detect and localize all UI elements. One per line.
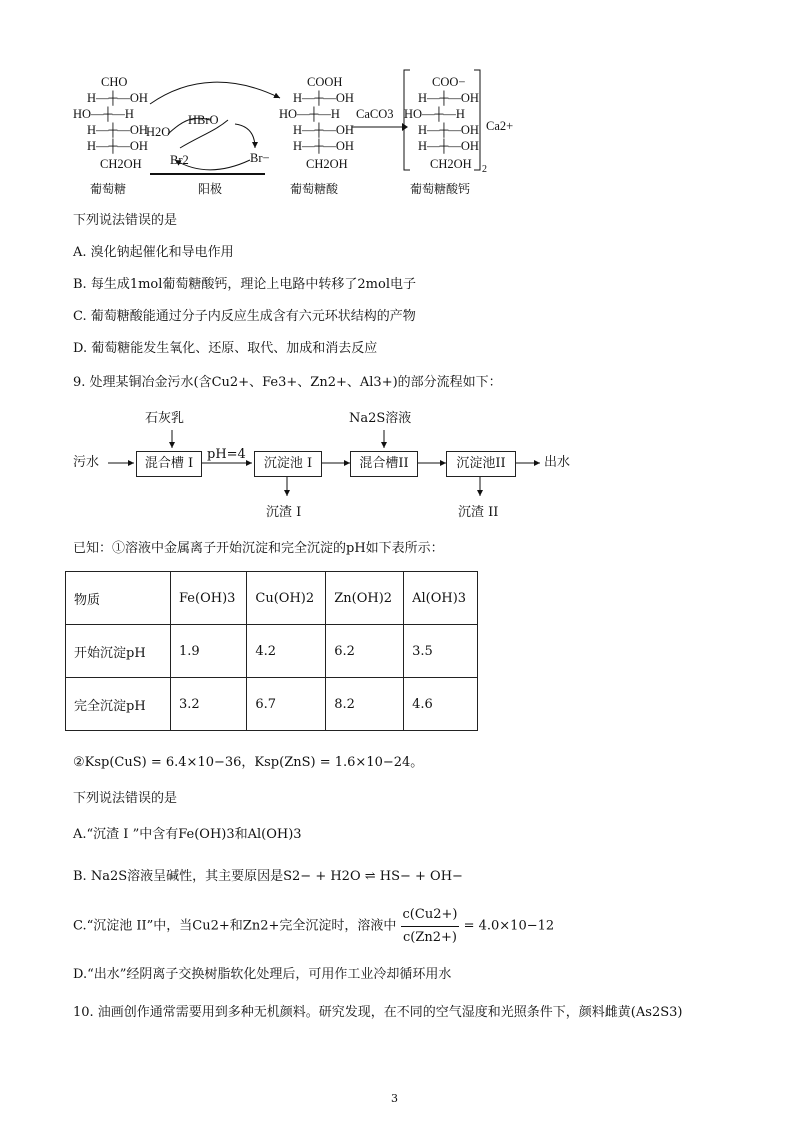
glucose-bottom: CH2OH — [100, 157, 142, 171]
gluconic-row-4: H—┼—OH — [293, 139, 354, 153]
q9-option-c-prefix: C.“沉淀池 II”中，当Cu2+和Zn2+完全沉淀时，溶液中 — [73, 918, 397, 934]
q9-ion-2: Fe3+ — [262, 375, 298, 390]
gluconic-top: COOH — [307, 75, 343, 89]
q9-ion-3: Zn2+ — [310, 375, 347, 390]
flow-residue-1: 沉渣 I — [266, 505, 302, 520]
q8-stem: 下列说法错误的是 — [73, 213, 178, 228]
glucose-row-3: H—┼—OH — [87, 123, 148, 137]
table-cell: 1.9 — [171, 625, 247, 678]
table-header-cell: 物质 — [66, 572, 171, 625]
glucose-top: CHO — [101, 75, 128, 89]
q8-option-d: D. 葡萄糖能发生氧化、还原、取代、加成和消去反应 — [73, 341, 378, 356]
table-row — [66, 625, 478, 678]
table-cell: 开始沉淀pH — [66, 625, 171, 678]
table-cell: 4.2 — [247, 625, 326, 678]
flow-tank-1: 混合槽 I — [136, 451, 202, 477]
flow-residue-2: 沉渣 II — [458, 505, 499, 520]
glucose-row-4: H—┼—OH — [87, 139, 148, 153]
hbro-label: HBrO — [188, 113, 219, 127]
q9-known-2: ②Ksp(CuS) = 6.4×10−36，Ksp(ZnS) = 1.6×10−24。 — [73, 755, 424, 770]
caco3-label: CaCO3 — [356, 107, 394, 121]
ratio-denominator: c(Zn2+) — [402, 930, 457, 945]
h2o-label: H2O — [146, 125, 171, 139]
flow-output: 出水 — [544, 455, 571, 470]
gluconic-caption: 葡萄糖酸 — [290, 182, 339, 196]
q8-option-c: C. 葡萄糖酸能通过分子内反应生成含有六元环状结构的产物 — [73, 309, 416, 324]
q9-stem-2: 下列说法错误的是 — [73, 791, 178, 806]
calcium-gluconate-row-4: H—┼—OH — [418, 139, 479, 153]
table-header-cell: Zn(OH)2 — [326, 572, 404, 625]
q9-known-1: 已知：①溶液中金属离子开始沉淀和完全沉淀的pH如下表所示： — [73, 541, 444, 556]
q9-stem: 9. 处理某铜冶金污水(含Cu2+、Fe3+、Zn2+、Al3+)的部分流程如下： — [73, 375, 502, 390]
q10-stem: 10. 油画创作通常需要用到多种无机颜料。研究发现，在不同的空气湿度和光照条件下，颜料雌黄(As2S3) — [73, 1005, 683, 1020]
q9-stem-suffix: )的部分流程如下： — [392, 375, 502, 390]
q9-ion-4: Al3+ — [359, 375, 393, 390]
precipitation-ph-table — [65, 571, 478, 731]
calcium-gluconate-caption: 葡萄糖酸钙 — [410, 182, 471, 196]
gluconic-row-1: H—┼—OH — [293, 91, 354, 105]
q8-option-a: A. 溴化钠起催化和导电作用 — [73, 245, 234, 260]
table-cell: 6.7 — [247, 678, 326, 731]
flow-tank-2: 混合槽II — [350, 451, 418, 477]
table-header-cell: Al(OH)3 — [404, 572, 478, 625]
table-header-cell: Fe(OH)3 — [171, 572, 247, 625]
calcium-gluconate-row-1: H—┼—OH — [418, 91, 479, 105]
table-cell: 6.2 — [326, 625, 404, 678]
table-cell: 完全沉淀pH — [66, 678, 171, 731]
flow-ph-label: pH=4 — [207, 447, 246, 462]
flow-reagent-1: 石灰乳 — [145, 411, 185, 426]
table-cell: 8.2 — [326, 678, 404, 731]
q9-option-c-value: = 4.0×10−12 — [463, 918, 555, 934]
glucose-caption: 葡萄糖 — [90, 182, 127, 196]
table-cell: 3.5 — [404, 625, 478, 678]
reaction-arrow — [350, 122, 410, 132]
concentration-ratio — [401, 904, 460, 949]
table-header-row — [66, 572, 478, 625]
br-minus-label: Br− — [250, 151, 270, 165]
calcium-cation: Ca2+ — [486, 119, 514, 133]
anode-caption: 阳极 — [198, 182, 223, 196]
br2-label: Br2 — [170, 153, 189, 167]
calcium-gluconate-row-3: H—┼—OH — [418, 123, 479, 137]
table-row — [66, 678, 478, 731]
ratio-numerator: c(Cu2+) — [401, 904, 460, 927]
q8-option-b: B. 每生成1mol葡萄糖酸钙，理论上电路中转移了2mol电子 — [73, 277, 416, 292]
glucose-row-1: H—┼—OH — [87, 91, 148, 105]
calcium-gluconate-bottom: CH2OH — [430, 157, 472, 171]
glucose-row-2: HO—┼—H — [73, 107, 134, 121]
calcium-gluconate-top: COO− — [432, 75, 466, 89]
calcium-gluconate-row-2: HO—┼—H — [404, 107, 465, 121]
gluconic-bottom: CH2OH — [306, 157, 348, 171]
q9-ion-1: Cu2+ — [211, 375, 250, 390]
table-cell: 3.2 — [171, 678, 247, 731]
flow-reagent-2: Na2S溶液 — [349, 411, 412, 426]
gluconic-row-2: HO—┼—H — [279, 107, 340, 121]
flow-pool-1: 沉淀池 I — [254, 451, 322, 477]
table-cell: 4.6 — [404, 678, 478, 731]
q9-option-a: A.“沉渣 I ”中含有Fe(OH)3和Al(OH)3 — [73, 827, 302, 842]
table-header-cell: Cu(OH)2 — [247, 572, 326, 625]
flow-input: 污水 — [73, 455, 100, 470]
q9-option-b: B. Na2S溶液呈碱性，其主要原因是S2− + H2O ⇌ HS− + OH− — [73, 869, 463, 884]
flow-pool-2: 沉淀池II — [446, 451, 516, 477]
q9-stem-prefix: 9. 处理某铜冶金污水(含 — [73, 375, 212, 390]
q9-option-c — [73, 904, 554, 949]
bracket-subscript: 2 — [482, 164, 487, 175]
page-number: 3 — [391, 1092, 398, 1105]
q9-option-d: D.“出水”经阴离子交换树脂软化处理后，可用作工业冷却循环用水 — [73, 967, 452, 982]
gluconic-row-3: H—┼—OH — [293, 123, 354, 137]
